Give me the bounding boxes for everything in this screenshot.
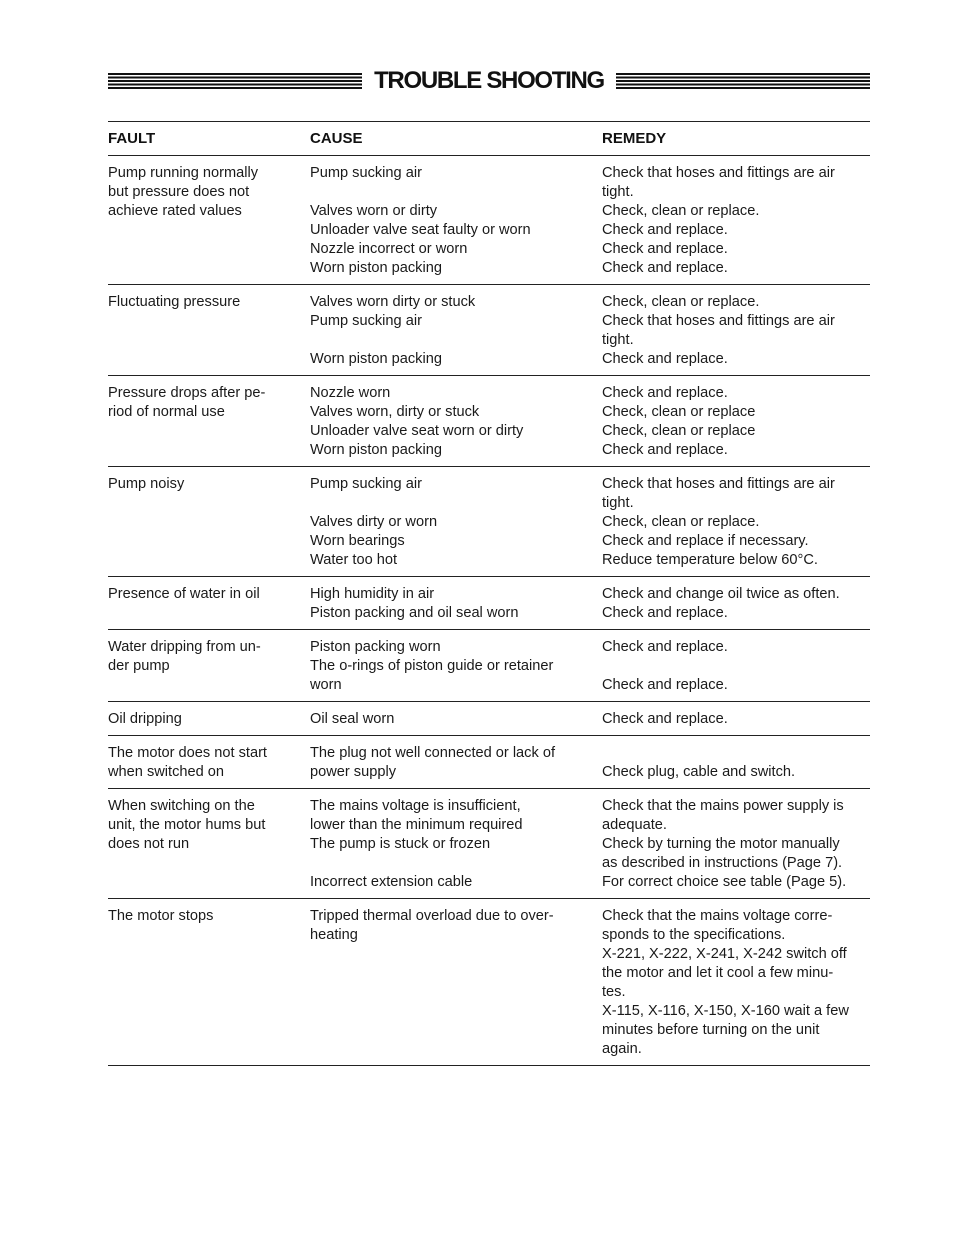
remedy-cell-line: Check, clean or replace. [602, 294, 760, 310]
cause-cell [310, 638, 602, 695]
remedy-cell-line: X-115, X-116, X-150, X-160 wait a few [602, 1003, 849, 1019]
remedy-cell-line: again. [602, 1041, 642, 1057]
trouble-shooting-table [108, 121, 870, 1066]
table-row [108, 736, 870, 789]
remedy-cell-line: sponds to the specifications. [602, 927, 786, 943]
remedy-cell-line: X-221, X-222, X-241, X-242 switch off [602, 946, 847, 962]
cause-cell-line: Tripped thermal overload due to over- [310, 908, 554, 924]
fault-cell-line: Pump running normally [108, 165, 259, 181]
cause-cell-line: Incorrect extension cable [310, 874, 473, 890]
remedy-cell-line [602, 657, 870, 676]
cause-cell [310, 164, 602, 278]
remedy-cell [602, 710, 870, 729]
cause-cell [310, 797, 602, 892]
fault-cell [108, 797, 310, 892]
fault-cell-line: Presence of water in oil [108, 586, 260, 602]
cause-cell [310, 384, 602, 460]
remedy-cell-line: Check and replace. [602, 260, 728, 276]
cause-cell [310, 475, 602, 570]
fault-cell-line: The motor does not start [108, 745, 267, 761]
cause-cell-line: Unloader valve seat worn or dirty [310, 423, 524, 439]
remedy-cell-line: Check and change oil twice as often. [602, 586, 840, 602]
table-row [108, 156, 870, 285]
cause-cell-line: power supply [310, 764, 396, 780]
remedy-cell-line: Check and replace. [602, 711, 728, 727]
remedy-cell-line: Reduce temperature below 60°C. [602, 552, 818, 568]
fault-cell [108, 710, 310, 729]
cause-cell-line: The o-rings of piston guide or retainer [310, 658, 554, 674]
cause-cell-line: Oil seal worn [310, 711, 395, 727]
remedy-cell-line: Check that hoses and fittings are air [602, 313, 835, 329]
remedy-cell-line: For correct choice see table (Page 5). [602, 874, 847, 890]
fault-cell [108, 164, 310, 278]
table-body [108, 156, 870, 1066]
cause-cell-line: The plug not well connected or lack of [310, 745, 555, 761]
remedy-cell [602, 907, 870, 1059]
cause-cell-line: Water too hot [310, 552, 398, 568]
cause-cell-line [310, 331, 602, 350]
fault-cell-line: when switched on [108, 764, 225, 780]
cause-cell [310, 710, 602, 729]
cause-cell-line: Nozzle incorrect or worn [310, 241, 468, 257]
remedy-cell-line: adequate. [602, 817, 667, 833]
header-cause: CAUSE [310, 130, 363, 147]
fault-cell [108, 475, 310, 570]
remedy-cell [602, 475, 870, 570]
remedy-cell-line [602, 744, 870, 763]
table-row [108, 789, 870, 899]
fault-cell-line: Fluctuating pressure [108, 294, 241, 310]
fault-cell-line: unit, the motor hums but [108, 817, 266, 833]
fault-cell-line: Oil dripping [108, 711, 182, 727]
cause-cell-line: lower than the minimum required [310, 817, 523, 833]
page-title: TROUBLE SHOOTING [374, 67, 604, 94]
remedy-cell-line: Check and replace. [602, 351, 728, 367]
fault-cell [108, 638, 310, 695]
remedy-cell-line: Check and replace. [602, 639, 728, 655]
fault-cell-line: riod of normal use [108, 404, 225, 420]
remedy-cell [602, 164, 870, 278]
remedy-cell [602, 638, 870, 695]
cause-cell-line: Worn piston packing [310, 351, 442, 367]
remedy-cell-line: Check and replace if necessary. [602, 533, 809, 549]
remedy-cell-line: Check, clean or replace. [602, 203, 760, 219]
fault-cell-line: but pressure does not [108, 184, 250, 200]
fault-cell-line: When switching on the [108, 798, 255, 814]
table-header [108, 122, 870, 156]
cause-cell-line: Unloader valve seat faulty or worn [310, 222, 531, 238]
remedy-cell [602, 293, 870, 369]
cause-cell-line: Piston packing worn [310, 639, 441, 655]
remedy-cell [602, 744, 870, 782]
remedy-cell-line: Check that hoses and fittings are air [602, 476, 835, 492]
remedy-cell [602, 585, 870, 623]
remedy-cell-line: Check that the mains power supply is [602, 798, 844, 814]
table-row [108, 630, 870, 702]
cause-cell-line: Valves worn or dirty [310, 203, 438, 219]
cause-cell-line [310, 494, 602, 513]
cause-cell [310, 907, 602, 1059]
remedy-cell-line: Check, clean or replace. [602, 514, 760, 530]
fault-cell-line: does not run [108, 836, 190, 852]
table-row [108, 376, 870, 467]
cause-cell-line: Worn piston packing [310, 260, 442, 276]
remedy-cell-line: Check that hoses and fittings are air [602, 165, 835, 181]
cause-cell-line: The pump is stuck or frozen [310, 836, 491, 852]
cause-cell-line: Valves worn dirty or stuck [310, 294, 476, 310]
remedy-cell-line: tight. [602, 184, 634, 200]
table-row [108, 702, 870, 736]
title-bar [108, 68, 870, 94]
cause-cell-line: Worn piston packing [310, 442, 442, 458]
remedy-cell [602, 797, 870, 892]
table-row [108, 285, 870, 376]
fault-cell [108, 907, 310, 1059]
remedy-cell-line: as described in instructions (Page 7). [602, 855, 843, 871]
cause-cell-line: Valves worn, dirty or stuck [310, 404, 480, 420]
cause-cell [310, 585, 602, 623]
fault-cell-line: der pump [108, 658, 170, 674]
remedy-cell-line: tes. [602, 984, 626, 1000]
header-fault: FAULT [108, 130, 156, 147]
cause-cell-line: Nozzle worn [310, 385, 391, 401]
fault-cell [108, 585, 310, 623]
cause-cell-line: Valves dirty or worn [310, 514, 438, 530]
title-rule-right [616, 73, 870, 90]
remedy-cell-line: Check, clean or replace [602, 404, 756, 420]
header-remedy: REMEDY [602, 130, 667, 147]
cause-cell [310, 293, 602, 369]
cause-cell-line: Pump sucking air [310, 165, 422, 181]
table-row [108, 577, 870, 630]
fault-cell-line: achieve rated values [108, 203, 242, 219]
remedy-cell-line: Check and replace. [602, 222, 728, 238]
remedy-cell [602, 384, 870, 460]
cause-cell-line [310, 854, 602, 873]
cause-cell-line: worn [310, 677, 342, 693]
fault-cell-line: Pump noisy [108, 476, 185, 492]
remedy-cell-line: Check and replace. [602, 677, 728, 693]
cause-cell-line: The mains voltage is insufficient, [310, 798, 521, 814]
remedy-cell-line: tight. [602, 332, 634, 348]
fault-cell [108, 384, 310, 460]
cause-cell-line: High humidity in air [310, 586, 435, 602]
fault-cell [108, 293, 310, 369]
fault-cell-line: Water dripping from un- [108, 639, 261, 655]
remedy-cell-line: Check that the mains voltage corre- [602, 908, 833, 924]
title-rule-left [108, 73, 362, 90]
remedy-cell-line: minutes before turning on the unit [602, 1022, 820, 1038]
cause-cell-line: heating [310, 927, 358, 943]
table-row [108, 899, 870, 1066]
remedy-cell-line: Check and replace. [602, 605, 728, 621]
table-row [108, 467, 870, 577]
cause-cell-line: Pump sucking air [310, 476, 422, 492]
fault-cell-line: The motor stops [108, 908, 214, 924]
cause-cell-line: Pump sucking air [310, 313, 422, 329]
cause-cell-line: Worn bearings [310, 533, 405, 549]
fault-cell-line: Pressure drops after pe- [108, 385, 266, 401]
remedy-cell-line: Check and replace. [602, 241, 728, 257]
remedy-cell-line: the motor and let it cool a few minu- [602, 965, 834, 981]
fault-cell [108, 744, 310, 782]
cause-cell-line [310, 183, 602, 202]
remedy-cell-line: Check and replace. [602, 385, 728, 401]
remedy-cell-line: Check by turning the motor manually [602, 836, 840, 852]
remedy-cell-line: tight. [602, 495, 634, 511]
cause-cell [310, 744, 602, 782]
remedy-cell-line: Check and replace. [602, 442, 728, 458]
remedy-cell-line: Check, clean or replace [602, 423, 756, 439]
remedy-cell-line: Check plug, cable and switch. [602, 764, 796, 780]
cause-cell-line: Piston packing and oil seal worn [310, 605, 519, 621]
